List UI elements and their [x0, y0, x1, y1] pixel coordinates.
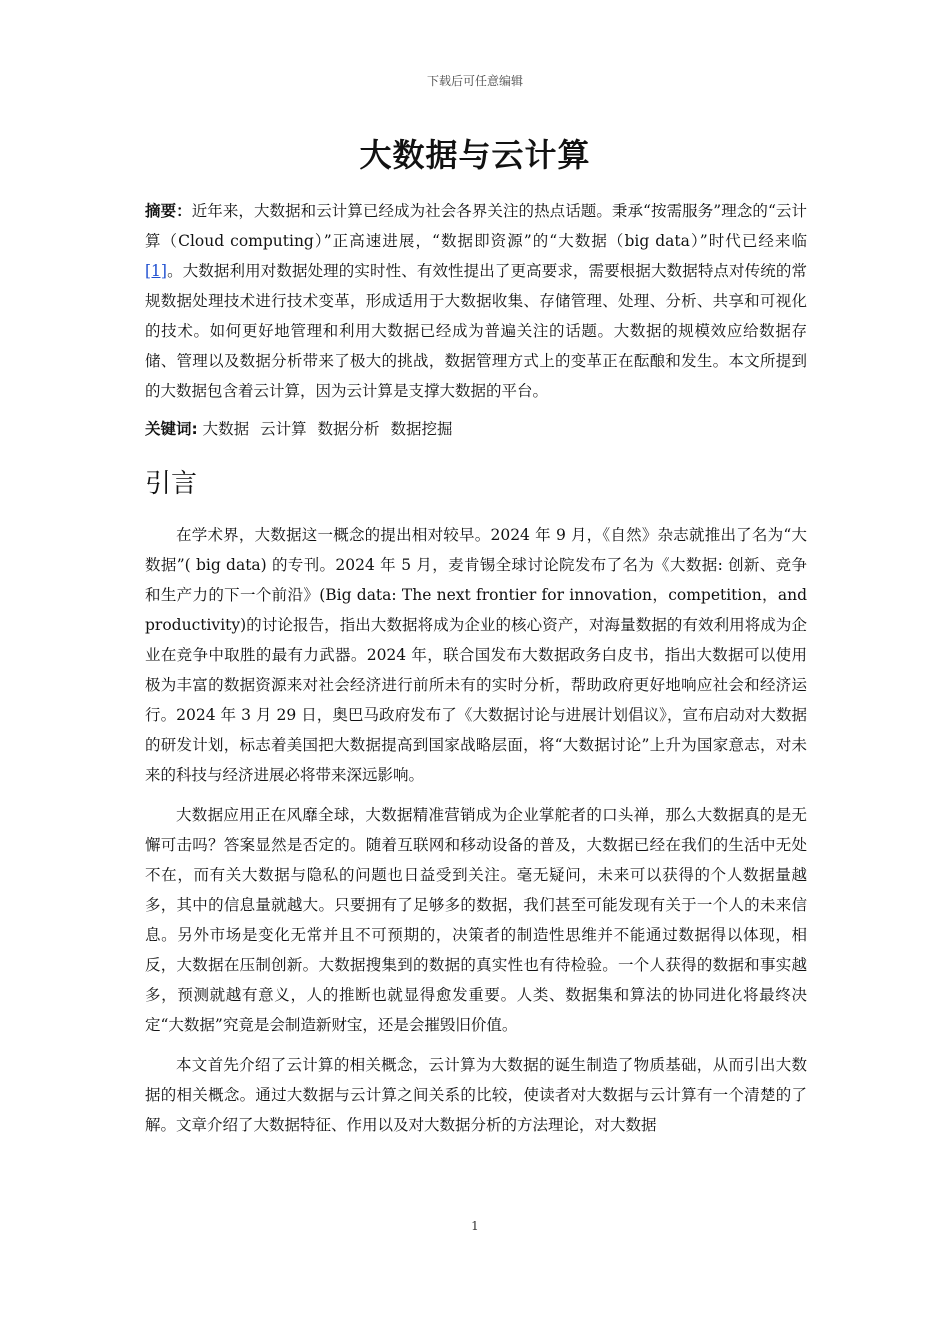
keywords-line [145, 414, 807, 444]
keyword-item: 大数据 [202, 420, 250, 438]
body-paragraph: 在学术界，大数据这一概念的提出相对较早。2024 年 9 月，《自然》杂志就推出了名为“大数据”( big data) 的专刊。2024 年 5 月，麦肯锡全球讨论院发布了名为《大数据: 创新、竞争和生产力的下一个前沿》(Big data: The next frontier for innovation，competition，and productivity)的讨论报告，指出大数据将成为企业的核心资产，对海量数据的有效利用将成为企业在竞争中取胜的最有力武器。2024 年，联合国发布大数据政务白皮书，指出大数据可以使用极为丰富的数据资源来对社会经济进行前所未有的实时分析，帮助政府更好地响应社会和经济运行。2024 年 3 月 29 日，奥巴马政府发布了《大数据讨论与进展计划倡议》，宣布启动对大数据的研发计划，标志着美国把大数据提高到国家战略层面，将“大数据讨论”上升为国家意志，对未来的科技与经济进展必将带来深远影响。 [145, 526, 807, 784]
page-number: 1 [471, 1219, 479, 1233]
abstract-label: 摘要： [145, 202, 192, 220]
abstract-text-part1: 近年来，大数据和云计算已经成为社会各界关注的热点话题。秉承“按需服务”理念的“云计算（Cloud computing）”正高速进展，“数据即资源”的“大数据（big data）”时代已经来临 [145, 202, 807, 250]
document-title: 大数据与云计算 [359, 136, 591, 174]
page-header: 下载后可任意编辑 [426, 74, 523, 88]
abstract-text-part2: 。大数据利用对数据处理的实时性、有效性提出了更高要求，需要根据大数据特点对传统的常规数据处理技术进行技术变革，形成适用于大数据收集、存储管理、处理、分析、共享和可视化的技术。如何更好地管理和利用大数据已经成为普遍关注的话题。大数据的规模效应给数据存储、管理以及数据分析带来了极大的挑战，数据管理方式上的变革正在酝酿和发生。本文所提到的大数据包含着云计算，因为云计算是支撑大数据的平台。 [145, 262, 807, 400]
section-heading: 引言 [145, 469, 198, 499]
keyword-item: 云计算 [260, 420, 307, 438]
body-paragraph: 本文首先介绍了云计算的相关概念，云计算为大数据的诞生制造了物质基础，从而引出大数据的相关概念。通过大数据与云计算之间关系的比较，使读者对大数据与云计算有一个清楚的了解。文章介绍了大数据特征、作用以及对大数据分析的方法理论，对大数据 [145, 1056, 807, 1134]
keywords-label: 关键词: [145, 420, 198, 438]
reference-link[interactable]: [1] [145, 262, 167, 280]
abstract-paragraph [145, 196, 807, 406]
document-body [145, 196, 807, 1150]
body-paragraph: 大数据应用正在风靡全球，大数据精准营销成为企业掌舵者的口头禅，那么大数据真的是无懈可击吗？答案显然是否定的。随着互联网和移动设备的普及，大数据已经在我们的生活中无处不在，而有关大数据与隐私的问题也日益受到关注。毫无疑问，未来可以获得的个人数据量越多，其中的信息量就越大。只要拥有了足够多的数据，我们甚至可能发现有关于一个人的未来信息。另外市场是变化无常并且不可预期的，决策者的制造性思维并不能通过数据得以体现，相反，大数据在压制创新。大数据搜集到的数据的真实性也有待检验。一个人获得的数据和事实越多，预测就越有意义，人的推断也就显得愈发重要。人类、数据集和算法的协同进化将最终决定“大数据”究竟是会制造新财宝，还是会摧毁旧价值。 [145, 806, 807, 1034]
keyword-item: 数据挖掘 [390, 420, 453, 438]
keyword-item: 数据分析 [317, 420, 380, 438]
